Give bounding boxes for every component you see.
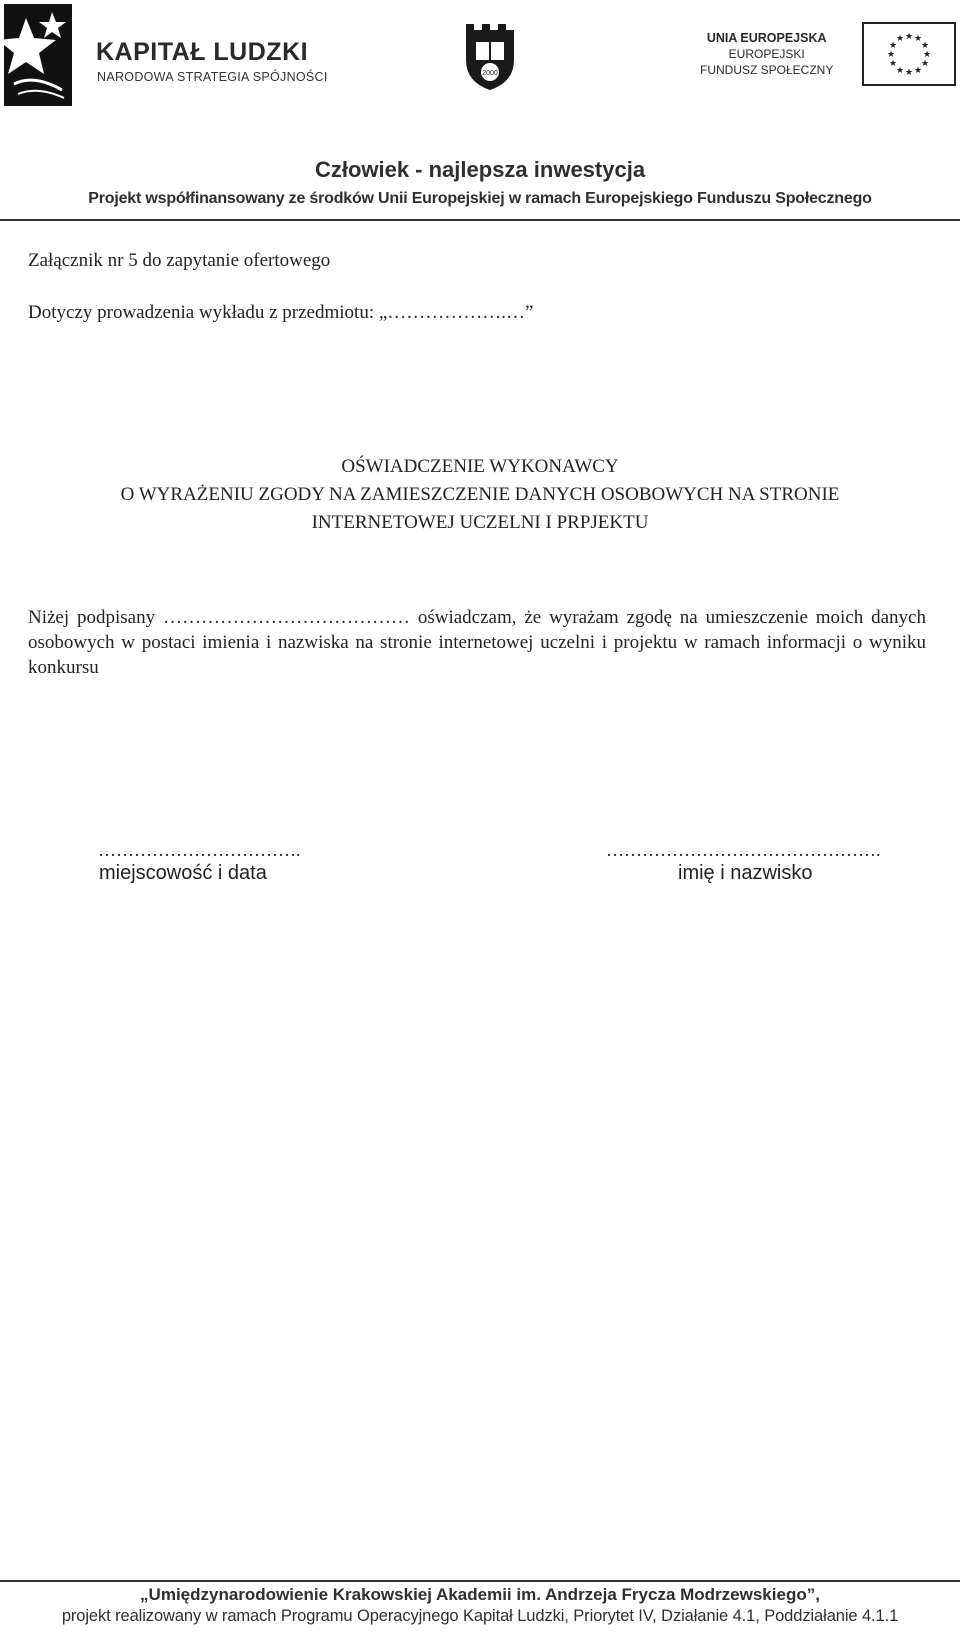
svg-text:★: ★: [920, 41, 930, 51]
svg-text:★: ★: [913, 66, 923, 76]
university-crest-logo: [462, 20, 518, 92]
svg-text:★: ★: [888, 59, 898, 69]
eu-flag-logo: [862, 22, 956, 86]
eu-logo-line2: EUROPEJSKI: [728, 47, 805, 61]
eu-logo-line3: FUNDUSZ SPOŁECZNY: [700, 63, 834, 77]
document-title-line2: O WYRAŻENIU ZGODY NA ZAMIESZCZENIE DANYCH OSOBOWYCH NA STRONIE: [120, 484, 840, 505]
place-date-dots: …………………………….: [98, 840, 301, 860]
crest-year: 2000: [482, 70, 498, 77]
document-title: [0, 453, 960, 537]
eu-logo-line1: UNIA EUROPEJSKA: [706, 31, 827, 45]
svg-text:★: ★: [895, 34, 905, 44]
svg-text:★: ★: [904, 32, 914, 42]
place-date-label: miejscowość i data: [99, 862, 267, 884]
svg-text:★: ★: [888, 41, 898, 51]
header-divider: [0, 219, 960, 221]
kapital-ludzki-title: KAPITAŁ LUDZKI: [96, 38, 309, 66]
name-label: imię i nazwisko: [678, 862, 813, 884]
svg-text:★: ★: [920, 59, 930, 69]
attachment-label: Załącznik nr 5 do zapytanie ofertowego: [28, 250, 331, 271]
motto: Człowiek - najlepsza inwestycja: [314, 157, 646, 182]
eu-logo-text: [700, 30, 833, 78]
svg-text:★: ★: [886, 50, 896, 60]
svg-text:★: ★: [904, 68, 914, 78]
footer-project-title: „Umiędzynarodowienie Krakowskiej Akademii im. Andrzeja Frycza Modrzewskiego”,: [140, 1585, 820, 1604]
motto-subtitle: Projekt współfinansowany ze środków Unii Europejskiej w ramach Europejskiego Funduszu Społecznego: [88, 190, 872, 207]
statement-paragraph: Niżej podpisany ………………………………… oświadczam, że wyrażam zgodę na umieszczenie moich danych osobowych w postaci imienia i nazwiska na stronie internetowej uczelni i projektu w ramach informacji o wyniku konkursu: [28, 607, 926, 678]
kapital-ludzki-star-logo: [4, 4, 72, 106]
footer-divider: [0, 1580, 960, 1582]
document-title-line3: INTERNETOWEJ UCZELNI I PRPJEKTU: [311, 512, 649, 533]
subject-line: Dotyczy prowadzenia wykładu z przedmiotu: „……………….…”: [28, 302, 534, 323]
footer-program-info: projekt realizowany w ramach Programu Operacyjnego Kapitał Ludzki, Priorytet IV, Działanie 4.1, Poddziałanie 4.1.1: [61, 1607, 899, 1625]
document-title-line1: OŚWIADCZENIE WYKONAWCY: [341, 456, 619, 477]
svg-text:★: ★: [913, 34, 923, 44]
svg-text:★: ★: [895, 66, 905, 76]
svg-text:★: ★: [922, 50, 932, 60]
kapital-ludzki-subtitle: NARODOWA STRATEGIA SPÓJNOŚCI: [97, 70, 328, 84]
name-dots: ……………………………………….: [606, 840, 881, 860]
